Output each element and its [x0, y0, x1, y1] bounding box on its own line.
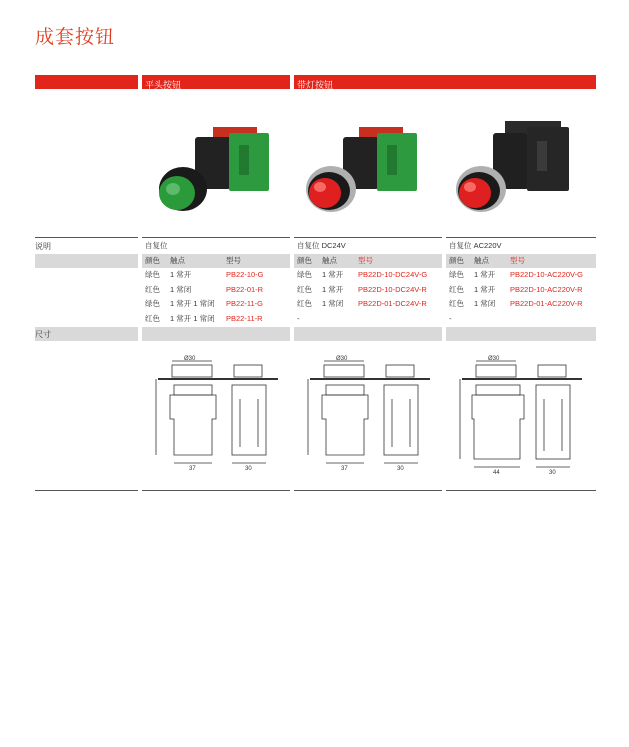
cell-color: 红色 [145, 313, 160, 323]
cell-model: PB22D-10-AC220V-R [510, 284, 583, 294]
dimension-label: 尺寸 [35, 330, 51, 339]
cell-contact: 1 常闭 [322, 299, 344, 308]
cell-contact: 1 常开 [474, 284, 496, 294]
dim-diameter: Ø30 [488, 356, 500, 362]
product-image-lamp-red-black [453, 115, 578, 220]
cell-contact: 1 常开 [474, 270, 496, 279]
header-bar-flat [142, 75, 290, 89]
header-model: 型号 [358, 255, 373, 265]
cell-model: PB22D-10-DC24V-G [358, 270, 428, 279]
cell-contact: 1 常闭 [170, 284, 192, 294]
cell-model: PB22D-01-AC220V-R [510, 299, 583, 308]
table-row [294, 283, 442, 298]
separator-col1 [142, 237, 290, 238]
separator-col2 [294, 237, 442, 238]
header-contact: 触点 [322, 255, 337, 265]
dim-diameter: Ø30 [336, 356, 348, 362]
dimension-row-shade-col2 [294, 327, 442, 341]
cell-color: 绿色 [297, 270, 312, 279]
table-row [446, 312, 596, 327]
header-contact: 触点 [170, 255, 185, 265]
dimension-drawing-col1 [148, 355, 288, 475]
cell-model: PB22-11-G [226, 299, 263, 308]
cell-model: PB22-11-R [226, 313, 263, 323]
cell-color: 红色 [297, 284, 312, 294]
dim-width: 37 [189, 466, 196, 472]
table-row [294, 268, 442, 283]
table-row [446, 268, 596, 283]
header-contact: 触点 [474, 255, 489, 265]
cell-color: 绿色 [145, 299, 160, 308]
table-row [446, 283, 596, 298]
cell-contact: 1 常开 [170, 270, 192, 279]
separator-col3 [446, 237, 596, 238]
header-color: 颜色 [449, 255, 464, 265]
header-color: 颜色 [145, 255, 160, 265]
cell-model: PB22-01-R [226, 284, 264, 294]
cell-color: 红色 [449, 284, 464, 294]
bottom-separator-col2 [294, 490, 442, 491]
bottom-separator-col1 [142, 490, 290, 491]
header-bar-left [35, 75, 138, 89]
header-model: 型号 [510, 255, 525, 265]
table-row [142, 312, 290, 327]
cell-model: PB22D-10-AC220V-G [510, 270, 583, 279]
spec-table-col1 [142, 239, 290, 326]
cell-color: 红色 [449, 299, 464, 308]
cell-contact: 1 常开 [322, 270, 344, 279]
product-image-lamp-red-green [303, 115, 428, 220]
dimension-row-shade-col3 [446, 327, 596, 341]
mode-row [294, 239, 442, 254]
header-color: 颜色 [297, 255, 312, 265]
section-flat-label: 平头按钮 [145, 80, 182, 90]
table-header [446, 254, 596, 269]
mode-label: 自复位 DC24V [297, 241, 346, 250]
dim-diameter: Ø30 [184, 356, 196, 362]
table-header [294, 254, 442, 269]
cell-color: - [449, 313, 452, 323]
table-row [142, 268, 290, 283]
dim-width: 44 [493, 470, 500, 475]
cell-contact: 1 常闭 [474, 299, 496, 308]
description-left-shade [35, 254, 138, 268]
cell-color: 绿色 [145, 270, 160, 279]
header-model: 型号 [226, 255, 241, 265]
cell-color: 红色 [145, 284, 160, 294]
cell-contact: 1 常开 1 常闭 [170, 313, 215, 323]
section-lamp-label: 带灯按钮 [297, 80, 334, 90]
dimension-drawing-col2 [300, 355, 440, 475]
dimension-row-shade-col1 [142, 327, 290, 341]
mode-row [142, 239, 290, 254]
header-bar-lamp [294, 75, 596, 89]
bottom-separator-col3 [446, 490, 596, 491]
dim-depth: 30 [549, 470, 556, 475]
table-row [294, 312, 442, 327]
table-row [142, 283, 290, 298]
mode-row [446, 239, 596, 254]
dim-depth: 30 [245, 466, 252, 472]
spec-table-col3 [446, 239, 596, 326]
cell-color: - [297, 313, 300, 323]
spec-table-col2 [294, 239, 442, 326]
cell-model: PB22-10-G [226, 270, 264, 279]
mode-label: 自复位 [145, 241, 168, 250]
dim-depth: 30 [397, 466, 404, 472]
dimension-drawing-col3 [452, 355, 592, 475]
table-row [294, 297, 442, 312]
table-row [142, 297, 290, 312]
bottom-separator-left [35, 490, 138, 491]
description-label: 说明 [35, 242, 51, 251]
cell-model: PB22D-01-DC24V-R [358, 299, 427, 308]
cell-contact: 1 常开 1 常闭 [170, 299, 215, 308]
table-row [446, 297, 596, 312]
cell-color: 绿色 [449, 270, 464, 279]
cell-model: PB22D-10-DC24V-R [358, 284, 427, 294]
cell-color: 红色 [297, 299, 312, 308]
dim-width: 37 [341, 466, 348, 472]
cell-contact: 1 常开 [322, 284, 344, 294]
mode-label: 自复位 AC220V [449, 241, 502, 250]
table-header [142, 254, 290, 269]
separator-left [35, 237, 138, 238]
page-title: 成套按钮 [35, 27, 116, 48]
product-image-flat-green [155, 115, 280, 220]
